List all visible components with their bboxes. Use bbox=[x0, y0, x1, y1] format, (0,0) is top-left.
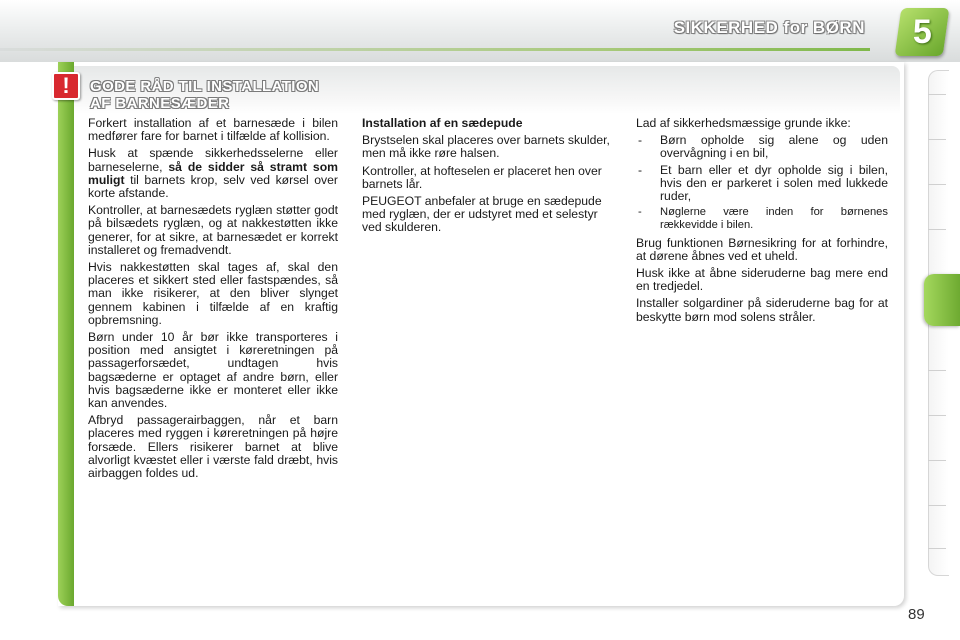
tab-divider bbox=[928, 460, 946, 461]
list-item: - Et barn eller et dyr opholde sig i bilen, hvis den er parkeret i solen med lukkede ruder, bbox=[636, 164, 888, 204]
green-side-bar bbox=[58, 62, 74, 606]
paragraph: Børn under 10 år bør ikke transporteres i position med ansigtet i køreretningen på passagerforsædet, undtagen hvis bagsæderne er optaget af andre børn, eller hvis bagsæderne ikke er monteret eller ikke kan anvendes. bbox=[88, 330, 338, 411]
section-title-line2: AF BARNESÆDER bbox=[90, 95, 230, 112]
paragraph: Brug funktionen Børnesikring for at forhindre, at dørene åbnes ved et uheld. bbox=[636, 235, 888, 263]
emphasis-text: så de sidder så stramt som muligt bbox=[88, 159, 338, 187]
tab-divider bbox=[928, 139, 946, 140]
section-title bbox=[90, 78, 319, 112]
text-column-1 bbox=[88, 117, 338, 484]
section-title-line1: GODE RÅD TIL INSTALLATION bbox=[90, 78, 320, 95]
paragraph: Installer solgardiner på sideruderne bag for at beskytte børn mod solens stråler. bbox=[636, 296, 888, 324]
page-number: 89 bbox=[908, 606, 925, 623]
chapter-number: 5 bbox=[912, 12, 932, 51]
text-span: til barnets krop, selv ved kørsel over korte afstande. bbox=[88, 172, 338, 201]
paragraph: Kontroller, at hofteselen er placeret hen over barnets lår. bbox=[362, 163, 602, 191]
tab-divider bbox=[928, 548, 946, 549]
safety-list bbox=[636, 134, 888, 232]
tab-divider bbox=[928, 184, 946, 185]
active-chapter-tab[interactable] bbox=[924, 274, 960, 326]
paragraph: Brystselen skal placeres over barnets skulder, men må ikke røre halsen. bbox=[362, 133, 610, 161]
tab-divider bbox=[928, 505, 946, 506]
chapter-badge bbox=[895, 8, 950, 56]
paragraph: Forkert installation af et barnesæde i bilen medfører fare for barnet i tilfælde af kollision. bbox=[88, 116, 338, 144]
text-span: Husk at spænde sikkerhedsselerne eller barneselerne, bbox=[88, 146, 338, 174]
text-column-2 bbox=[362, 117, 614, 239]
warning-icon: ! bbox=[52, 72, 80, 100]
header-divider bbox=[0, 48, 870, 51]
paragraph-intro: Lad af sikkerhedsmæssige grunde ikke: bbox=[636, 116, 851, 130]
tab-divider bbox=[928, 415, 946, 416]
tab-divider bbox=[928, 370, 946, 371]
paragraph: Hvis nakkestøtten skal tages af, skal den placeres et sikkert sted eller fastspændes, så man ikke risikerer, at den bliver slynget gennem kabinen i tilfælde af en kraftig opbremsning. bbox=[88, 260, 338, 327]
subheading-booster: Installation af en sædepude bbox=[362, 116, 523, 130]
text-column-3 bbox=[636, 117, 888, 328]
tab-divider bbox=[928, 94, 946, 95]
paragraph: Afbryd passagerairbaggen, når et barn placeres med ryggen i køreretningen på højre forsæde. Ellers risikerer barnet at blive alvorligt kvæstet eller i værste fald dræbt, hvis airbaggen foldes ud. bbox=[88, 413, 338, 481]
paragraph: Husk ikke at åbne sideruderne bag mere end en tredjedel. bbox=[636, 266, 888, 294]
list-item: - Nøglerne være inden for børnenes rækkevidde i bilen. bbox=[636, 206, 888, 232]
chapter-title: SIKKERHED for BØRN bbox=[673, 18, 865, 37]
tab-divider bbox=[928, 229, 946, 230]
paragraph: PEUGEOT anbefaler at bruge en sædepude med ryglæn, der er udstyret med et selestyr ved skulderen. bbox=[362, 194, 602, 235]
paragraph-seatbelts bbox=[88, 147, 338, 200]
list-item: - Børn opholde sig alene og uden overvågning i en bil, bbox=[636, 134, 888, 160]
paragraph: Kontroller, at barnesædets ryglæn støtter godt på bilsædets ryglæn, og at nakkestøtten ikke generer, for at sikre, at barnesædet er korrekt installeret og fremadvendt. bbox=[88, 203, 338, 257]
